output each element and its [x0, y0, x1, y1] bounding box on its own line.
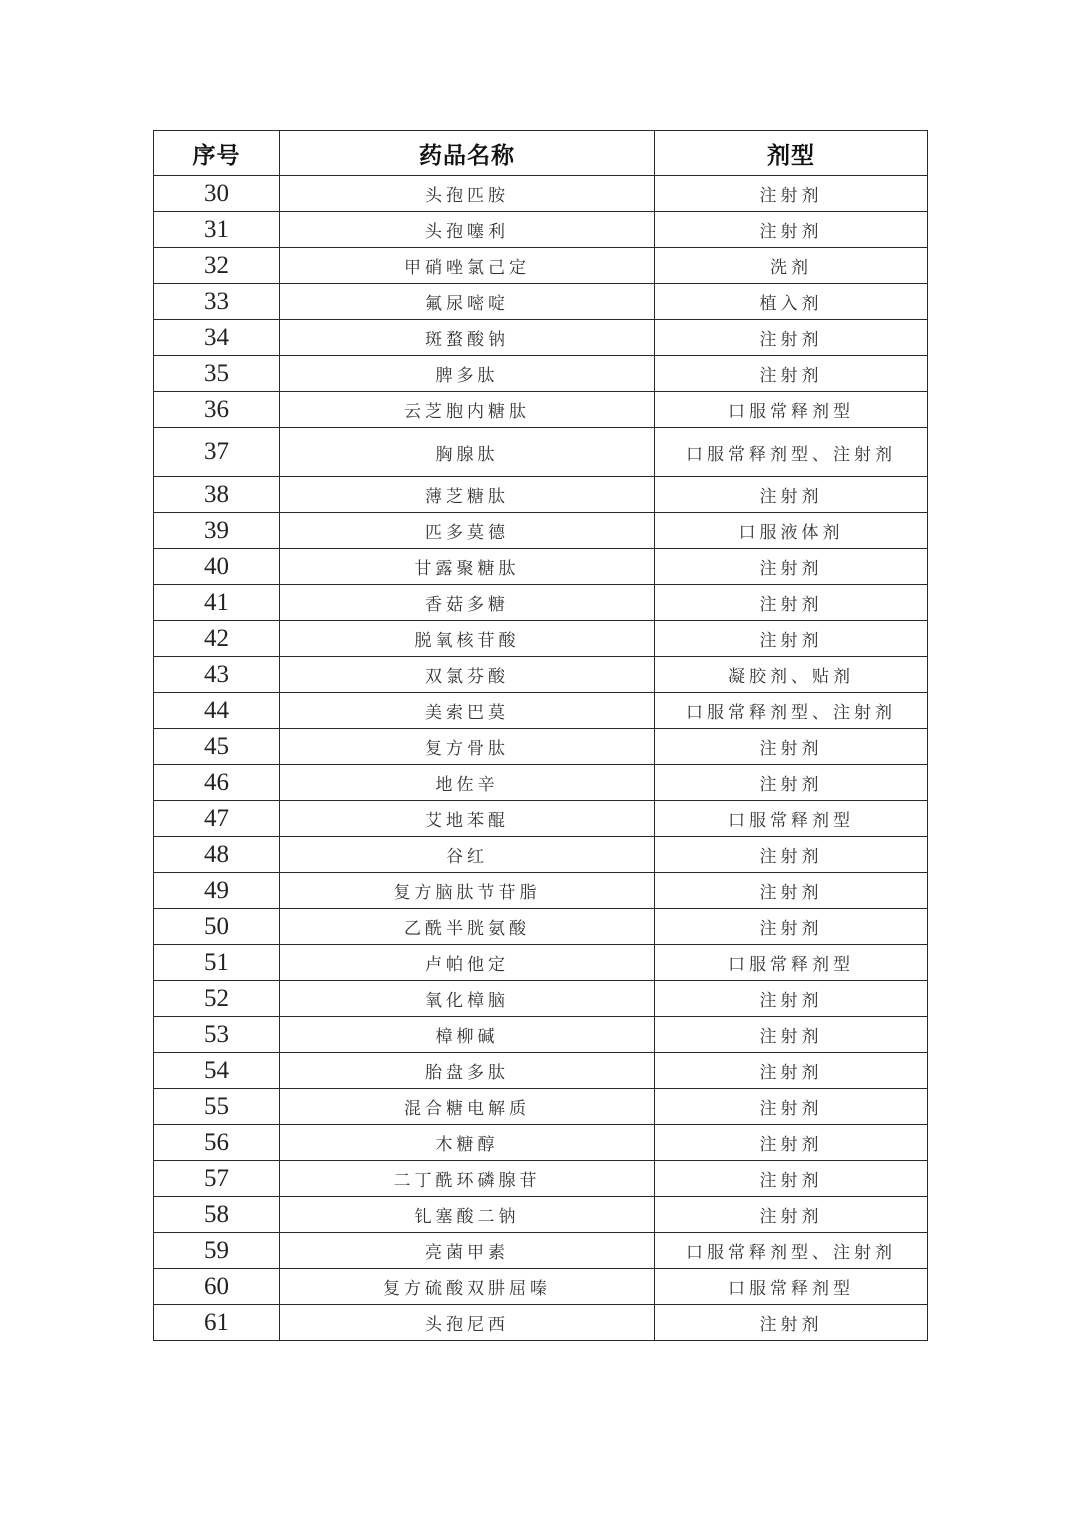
dosage-form: 注射剂 [655, 1089, 928, 1125]
drug-name: 脾多肽 [280, 356, 655, 392]
table-row [154, 585, 928, 621]
dosage-form: 注射剂 [655, 212, 928, 248]
dosage-form: 注射剂 [655, 1017, 928, 1053]
serial-number: 53 [154, 1017, 280, 1053]
drug-name: 艾地苯醌 [280, 801, 655, 837]
dosage-form: 注射剂 [655, 1053, 928, 1089]
table-row [154, 693, 928, 729]
serial-number: 42 [154, 621, 280, 657]
table-row [154, 621, 928, 657]
table-row [154, 320, 928, 356]
dosage-form: 注射剂 [655, 729, 928, 765]
serial-number: 48 [154, 837, 280, 873]
drug-name: 谷红 [280, 837, 655, 873]
serial-number: 32 [154, 248, 280, 284]
serial-number: 31 [154, 212, 280, 248]
dosage-form: 口服常释剂型、注射剂 [655, 1233, 928, 1269]
dosage-form: 凝胶剂、贴剂 [655, 657, 928, 693]
table-header-row [154, 131, 928, 176]
table-row [154, 392, 928, 428]
dosage-form: 口服常释剂型 [655, 392, 928, 428]
table-row [154, 801, 928, 837]
dosage-form: 注射剂 [655, 981, 928, 1017]
serial-number: 46 [154, 765, 280, 801]
table-row [154, 1017, 928, 1053]
serial-number: 57 [154, 1161, 280, 1197]
serial-number: 35 [154, 356, 280, 392]
table-row [154, 513, 928, 549]
serial-number: 60 [154, 1269, 280, 1305]
header-drug-name: 药品名称 [280, 131, 655, 176]
serial-number: 43 [154, 657, 280, 693]
serial-number: 30 [154, 176, 280, 212]
dosage-form: 口服常释剂型、注射剂 [655, 693, 928, 729]
dosage-form: 注射剂 [655, 837, 928, 873]
table-row [154, 477, 928, 513]
drug-name: 薄芝糖肽 [280, 477, 655, 513]
table-row [154, 1305, 928, 1341]
serial-number: 39 [154, 513, 280, 549]
drug-list-table [153, 130, 928, 1341]
dosage-form: 植入剂 [655, 284, 928, 320]
dosage-form: 注射剂 [655, 765, 928, 801]
table-row [154, 945, 928, 981]
serial-number: 49 [154, 873, 280, 909]
drug-name: 甲硝唑氯己定 [280, 248, 655, 284]
dosage-form: 洗剂 [655, 248, 928, 284]
serial-number: 36 [154, 392, 280, 428]
serial-number: 38 [154, 477, 280, 513]
serial-number: 54 [154, 1053, 280, 1089]
table-row [154, 765, 928, 801]
table-row [154, 873, 928, 909]
drug-name: 氟尿嘧啶 [280, 284, 655, 320]
drug-name: 混合糖电解质 [280, 1089, 655, 1125]
dosage-form: 注射剂 [655, 909, 928, 945]
dosage-form: 口服常释剂型 [655, 801, 928, 837]
dosage-form: 注射剂 [655, 356, 928, 392]
header-dosage-form: 剂型 [655, 131, 928, 176]
dosage-form: 注射剂 [655, 176, 928, 212]
drug-name: 头孢噻利 [280, 212, 655, 248]
serial-number: 61 [154, 1305, 280, 1341]
drug-name: 斑蝥酸钠 [280, 320, 655, 356]
dosage-form: 注射剂 [655, 320, 928, 356]
table-row [154, 1161, 928, 1197]
table-row [154, 1269, 928, 1305]
drug-name: 钆塞酸二钠 [280, 1197, 655, 1233]
serial-number: 50 [154, 909, 280, 945]
drug-name: 头孢尼西 [280, 1305, 655, 1341]
drug-name: 亮菌甲素 [280, 1233, 655, 1269]
serial-number: 44 [154, 693, 280, 729]
dosage-form: 注射剂 [655, 1125, 928, 1161]
header-serial-number: 序号 [154, 131, 280, 176]
drug-name: 云芝胞内糖肽 [280, 392, 655, 428]
drug-name: 匹多莫德 [280, 513, 655, 549]
serial-number: 33 [154, 284, 280, 320]
dosage-form: 口服常释剂型 [655, 1269, 928, 1305]
serial-number: 52 [154, 981, 280, 1017]
table-row [154, 981, 928, 1017]
dosage-form: 口服常释剂型 [655, 945, 928, 981]
drug-name: 甘露聚糖肽 [280, 549, 655, 585]
dosage-form: 注射剂 [655, 1197, 928, 1233]
dosage-form: 注射剂 [655, 585, 928, 621]
drug-name: 胎盘多肽 [280, 1053, 655, 1089]
drug-name: 胸腺肽 [280, 428, 655, 477]
serial-number: 51 [154, 945, 280, 981]
table-row [154, 1053, 928, 1089]
table-row [154, 549, 928, 585]
table-row [154, 356, 928, 392]
dosage-form: 口服常释剂型、注射剂 [655, 428, 928, 477]
table-row [154, 428, 928, 477]
table-row [154, 248, 928, 284]
drug-name: 木糖醇 [280, 1125, 655, 1161]
table-row [154, 729, 928, 765]
dosage-form: 注射剂 [655, 873, 928, 909]
serial-number: 45 [154, 729, 280, 765]
drug-name: 复方硫酸双肼屈嗪 [280, 1269, 655, 1305]
table-row [154, 1233, 928, 1269]
drug-name: 二丁酰环磷腺苷 [280, 1161, 655, 1197]
serial-number: 40 [154, 549, 280, 585]
table-row [154, 1125, 928, 1161]
serial-number: 34 [154, 320, 280, 356]
drug-name: 樟柳碱 [280, 1017, 655, 1053]
drug-name: 美索巴莫 [280, 693, 655, 729]
serial-number: 37 [154, 428, 280, 477]
dosage-form: 注射剂 [655, 621, 928, 657]
drug-name: 地佐辛 [280, 765, 655, 801]
drug-name: 乙酰半胱氨酸 [280, 909, 655, 945]
drug-name: 香菇多糖 [280, 585, 655, 621]
dosage-form: 注射剂 [655, 549, 928, 585]
serial-number: 41 [154, 585, 280, 621]
table-row [154, 909, 928, 945]
dosage-form: 口服液体剂 [655, 513, 928, 549]
drug-name: 氧化樟脑 [280, 981, 655, 1017]
serial-number: 58 [154, 1197, 280, 1233]
dosage-form: 注射剂 [655, 1161, 928, 1197]
table-row [154, 284, 928, 320]
drug-name: 脱氧核苷酸 [280, 621, 655, 657]
drug-name: 卢帕他定 [280, 945, 655, 981]
table-row [154, 837, 928, 873]
table-row [154, 176, 928, 212]
serial-number: 47 [154, 801, 280, 837]
serial-number: 56 [154, 1125, 280, 1161]
table-row [154, 1197, 928, 1233]
drug-name: 双氯芬酸 [280, 657, 655, 693]
serial-number: 55 [154, 1089, 280, 1125]
table-row [154, 212, 928, 248]
drug-name: 复方脑肽节苷脂 [280, 873, 655, 909]
dosage-form: 注射剂 [655, 477, 928, 513]
table-row [154, 657, 928, 693]
drug-name: 头孢匹胺 [280, 176, 655, 212]
table-row [154, 1089, 928, 1125]
dosage-form: 注射剂 [655, 1305, 928, 1341]
serial-number: 59 [154, 1233, 280, 1269]
drug-name: 复方骨肽 [280, 729, 655, 765]
